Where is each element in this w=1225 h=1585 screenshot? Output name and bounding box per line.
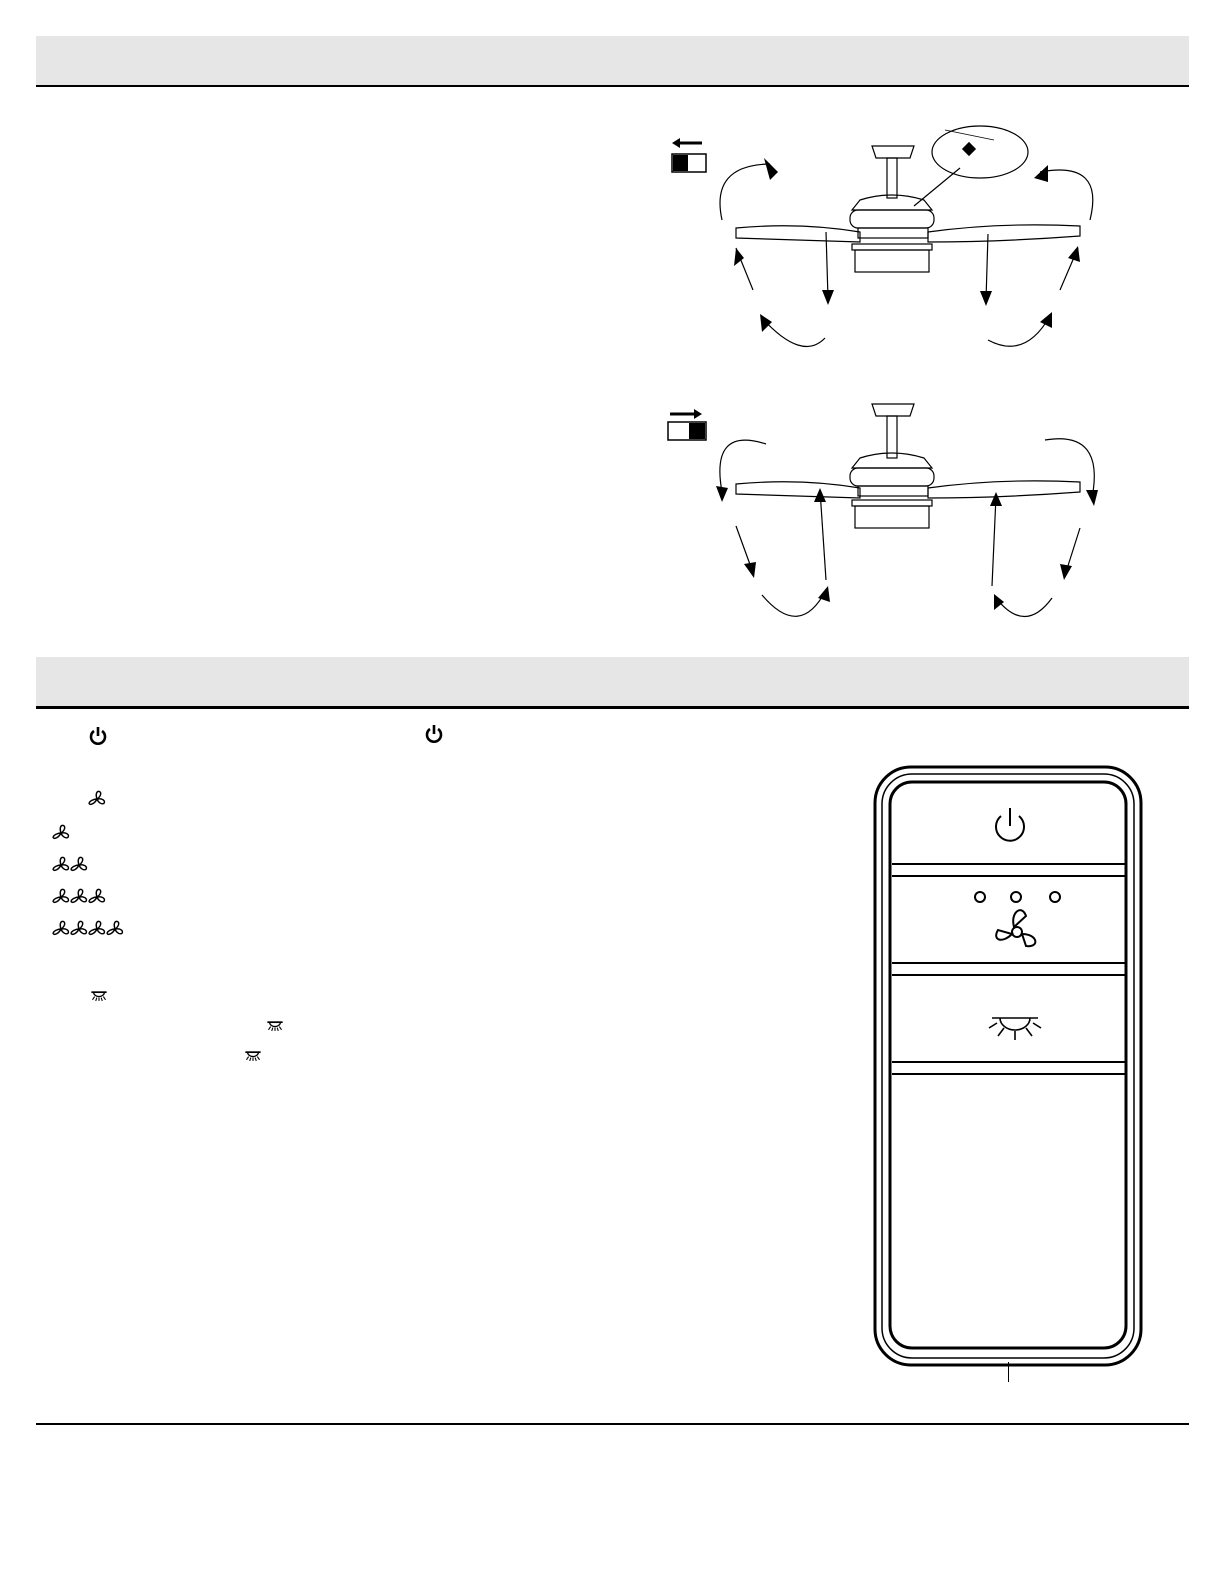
power-icon (88, 726, 108, 746)
power-icon (424, 724, 444, 744)
remote-leader-line (1008, 1362, 1009, 1382)
section-header-fan-direction (36, 36, 1189, 86)
section-header-remote-operation (36, 657, 1189, 707)
fan-illustration-forward (700, 390, 1120, 630)
light-bulb-icon (90, 990, 108, 1002)
section-rule (36, 706, 1189, 709)
fan-blade-icon (996, 910, 1035, 946)
fan-speed-4-icon (52, 920, 124, 938)
fan-speed-1-icon (52, 824, 70, 842)
remote-control-illustration (872, 764, 1146, 1384)
light-bulb-icon (244, 1050, 262, 1062)
fan-illustration-reverse (700, 110, 1120, 360)
footer-rule (36, 1423, 1189, 1425)
light-bulb-icon (266, 1020, 284, 1032)
fan-blade-icon (88, 790, 106, 808)
power-icon (996, 808, 1024, 841)
arrow-left-icon (672, 138, 702, 148)
section-rule (36, 85, 1189, 87)
arrow-right-icon (670, 409, 702, 419)
light-bulb-icon (989, 1018, 1041, 1040)
fan-speed-3-icon (52, 888, 106, 906)
fan-speed-2-icon (52, 856, 88, 874)
speed-indicator-lights (975, 892, 1060, 902)
